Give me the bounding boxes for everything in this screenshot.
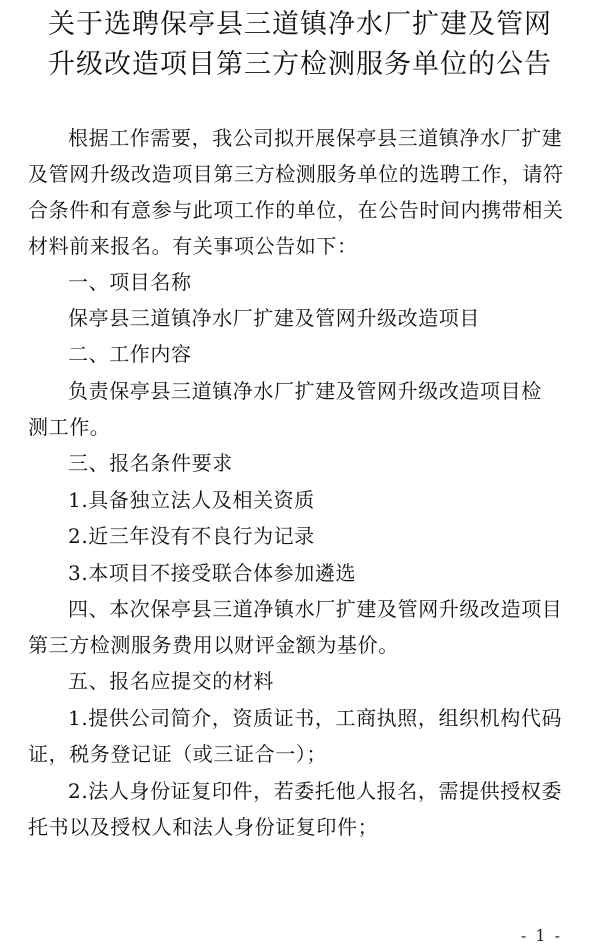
section-5-item-1-line-2: 证，税务登记证（或三证合一）；: [28, 742, 327, 766]
section-5-item-2-line-2: 托书以及授权人和法人身份证复印件；: [28, 815, 379, 839]
intro-line-2: 及管网升级改造项目第三方检测服务单位的选聘工作，请符: [28, 162, 564, 186]
section-4-line-1: 四、本次保亭县三道净镇水厂扩建及管网升级改造项目: [68, 597, 563, 621]
section-2-text-line-1: 负责保亭县三道镇净水厂扩建及管网升级改造项目检: [68, 379, 542, 403]
section-1-heading: 一、项目名称: [68, 270, 192, 294]
document-title-line-1: 关于选聘保亭县三道镇净水厂扩建及管网: [48, 9, 552, 40]
section-3-heading: 三、报名条件要求: [68, 451, 233, 475]
section-3-item: 2.近三年没有不良行为记录: [68, 524, 315, 548]
section-5-item-1-line-1: 1.提供公司简介，资质证书，工商执照，组织机构代码: [68, 706, 563, 730]
intro-line-4: 材料前来报名。有关事项公告如下：: [28, 234, 358, 258]
section-5-heading: 五、报名应提交的材料: [68, 669, 274, 693]
page-number: - 1 -: [520, 926, 562, 945]
section-4-line-2: 第三方检测服务费用以财评金额为基价。: [28, 633, 399, 657]
section-2-heading: 二、工作内容: [68, 342, 192, 366]
section-3-item: 1.具备独立法人及相关资质: [68, 488, 315, 512]
section-2-text-line-2: 测工作。: [28, 415, 111, 439]
section-3-item: 3.本项目不接受联合体参加遴选: [68, 561, 357, 585]
section-5-item-2-line-1: 2.法人身份证复印件，若委托他人报名，需提供授权委: [68, 779, 563, 803]
intro-line-3: 合条件和有意参与此项工作的单位，在公告时间内携带相关: [28, 198, 564, 222]
document-title-line-2: 升级改造项目第三方检测服务单位的公告: [48, 49, 552, 80]
section-1-text: 保亭县三道镇净水厂扩建及管网升级改造项目: [68, 306, 480, 330]
intro-line-1: 根据工作需要，我公司拟开展保亭县三道镇净水厂扩建: [68, 126, 563, 150]
